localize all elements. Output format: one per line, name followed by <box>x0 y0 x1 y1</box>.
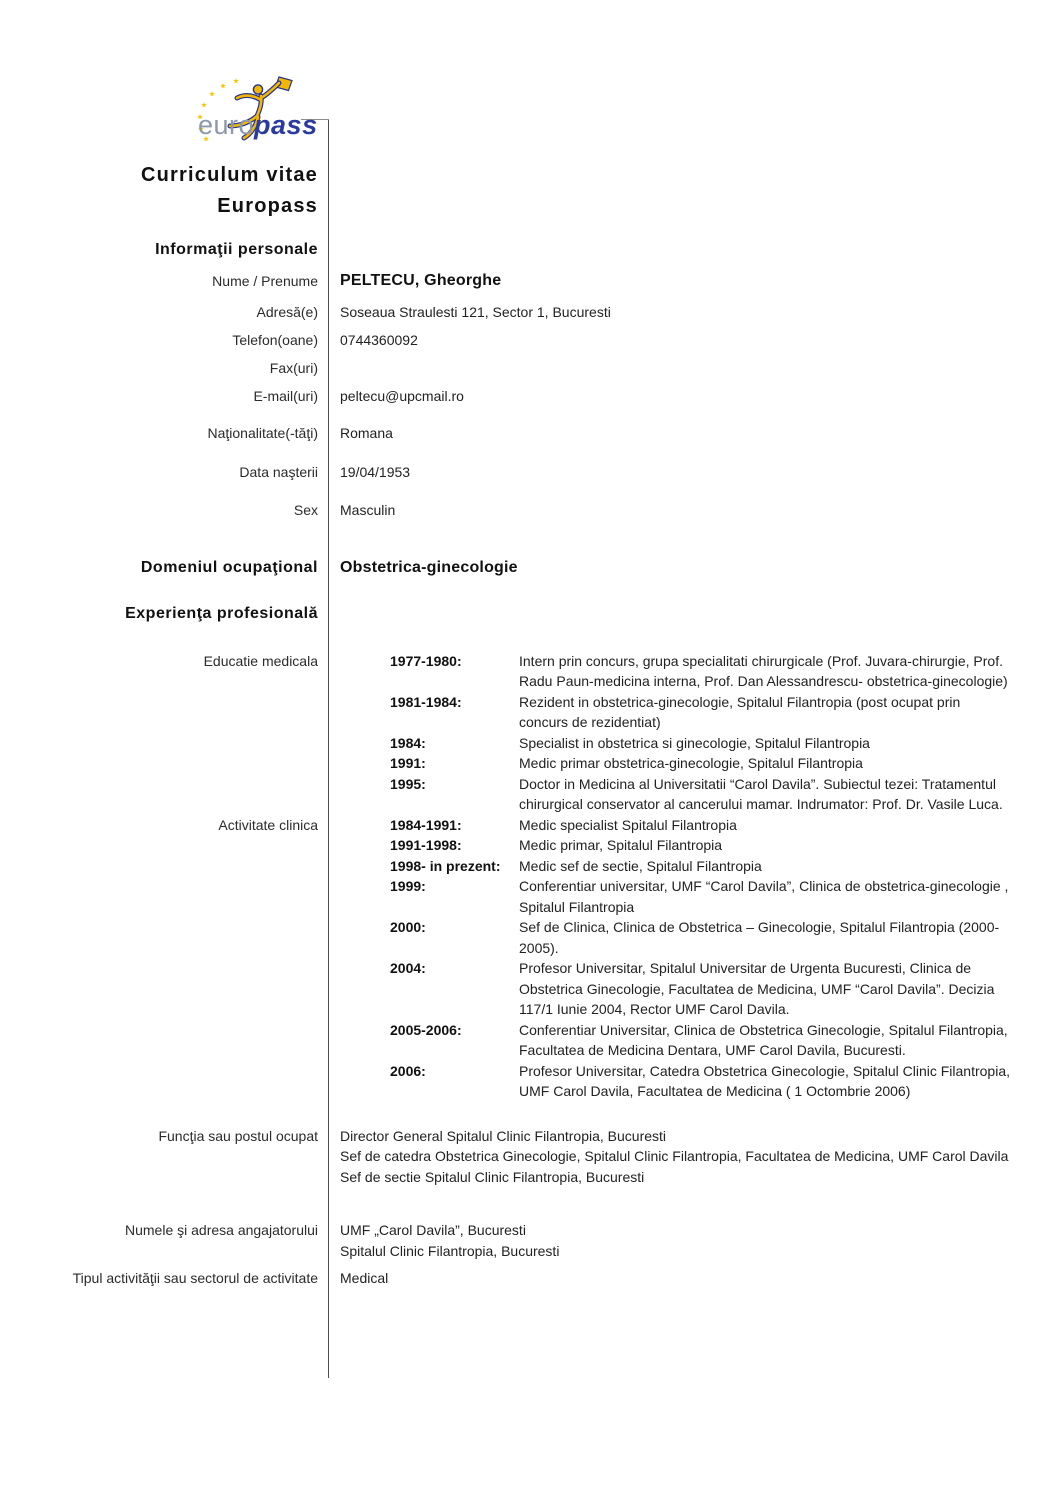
experience-entries <box>328 651 1058 815</box>
activity-type-row <box>0 1268 1058 1289</box>
experience-entry <box>390 753 1058 774</box>
personal-field-value: PELTECU, Gheorghe <box>340 271 502 289</box>
position-row <box>0 1126 1058 1188</box>
experience-text: Profesor Universitar, Spitalul Universitar de Urgenta Bucuresti, Clinica de Obstetrica Ginecologie, Facultatea de Medicina, UMF “Carol Davila”. Decizia 117/1 Iunie 2004, Rector UMF Carol Davila. <box>519 960 995 1017</box>
experience-text: Sef de Clinica, Clinica de Obstetrica – Ginecologie, Spitalul Filantropia (2000-2005). <box>519 919 1000 956</box>
personal-field-label: Adresă(e) <box>256 303 318 320</box>
experience-groups-list <box>0 651 1058 1102</box>
experience-period: 1984-1991: <box>390 816 462 833</box>
experience-entry <box>390 958 1058 1020</box>
experience-heading-row <box>0 604 1058 625</box>
personal-field-row <box>0 386 1058 414</box>
experience-text: Medic sef de sectie, Spitalul Filantropia <box>519 857 762 874</box>
personal-field-row <box>0 271 1058 299</box>
personal-field-row <box>0 423 1058 451</box>
experience-entry <box>390 856 1058 877</box>
experience-entry <box>390 733 1058 754</box>
employer-row <box>0 1220 1058 1261</box>
experience-entry <box>390 1020 1058 1061</box>
personal-field-label: Sex <box>293 501 318 518</box>
personal-field-label: Data naşterii <box>239 463 318 480</box>
experience-group <box>0 815 1058 1102</box>
position-line: Sef de sectie Spitalul Clinic Filantropia, Bucuresti <box>340 1168 645 1185</box>
experience-entry <box>390 651 1058 692</box>
personal-field-row <box>0 358 1058 386</box>
experience-text: Profesor Universitar, Catedra Obstetrica Ginecologie, Spitalul Clinic Filantropia, UMF Carol Davila, Facultatea de Medicina ( 1 Octombrie 2006) <box>519 1062 1010 1099</box>
experience-entry <box>390 917 1058 958</box>
employer-label: Numele şi adresa angajatorului <box>125 1222 318 1238</box>
section-occupational-domain: Domeniul ocupaţional <box>140 558 318 576</box>
personal-field-row <box>0 500 1058 528</box>
section-experience: Experienţa profesională <box>125 605 318 622</box>
personal-field-label: Fax(uri) <box>269 359 318 376</box>
occupational-domain-value: Obstetrica-ginecologie <box>340 558 518 576</box>
position-label: Funcţia sau postul ocupat <box>158 1127 318 1144</box>
logo-pass-text: pass <box>254 110 318 140</box>
personal-field-value: Masculin <box>340 501 396 518</box>
personal-field-value: peltecu@upcmail.ro <box>340 387 464 404</box>
experience-period: 2004: <box>390 960 426 976</box>
cv-content <box>0 160 1058 1289</box>
experience-text: Medic primar, Spitalul Filantropia <box>519 837 723 853</box>
experience-period: 1981-1984: <box>390 693 462 710</box>
experience-group-label: Activitate clinica <box>218 816 318 833</box>
personal-info-heading-row <box>0 240 1058 261</box>
experience-period: 2000: <box>390 919 426 935</box>
personal-field-label: Nume / Prenume <box>212 272 318 289</box>
experience-text: Specialist in obstetrica si ginecologie, Spitalul Filantropia <box>519 734 870 751</box>
experience-period: 2006: <box>390 1062 426 1079</box>
employer-line: UMF „Carol Davila”, Bucuresti <box>340 1222 526 1238</box>
experience-entry <box>390 815 1058 836</box>
section-personal-info: Informaţii personale <box>155 241 318 258</box>
activity-type-label: Tipul activităţii sau sectorul de activitate <box>72 1270 318 1286</box>
title-row <box>0 160 1058 222</box>
experience-text: Medic primar obstetrica-ginecologie, Spitalul Filantropia <box>519 755 863 771</box>
personal-field-row <box>0 462 1058 490</box>
europass-logo <box>184 74 316 146</box>
position-line: Sef de catedra Obstetrica Ginecologie, Spitalul Clinic Filantropia, Facultatea de Medicina, UMF Carol Davila <box>340 1148 1009 1164</box>
personal-fields-list <box>0 271 1058 528</box>
experience-text: Intern prin concurs, grupa specialitati chirurgicale (Prof. Juvara-chirurgie, Prof. Radu Paun-medicina interna, Prof. Dan Alessandrescu- obstetrica-ginecologie) <box>519 652 1008 689</box>
experience-period: 2005-2006: <box>390 1021 462 1038</box>
experience-period: 1999: <box>390 878 426 894</box>
personal-field-label: E-mail(uri) <box>253 387 318 404</box>
experience-group <box>0 651 1058 815</box>
experience-period: 1991: <box>390 755 426 771</box>
document-title-line2: Europass <box>217 195 318 217</box>
personal-field-row <box>0 302 1058 330</box>
experience-entry <box>390 692 1058 733</box>
experience-text: Rezident in obstetrica-ginecologie, Spitalul Filantropia (post ocupat prin concurs de rezidentiat) <box>519 693 961 730</box>
personal-field-row <box>0 330 1058 358</box>
experience-period: 1998- in prezent: <box>390 857 501 874</box>
employer-value <box>328 1220 1058 1261</box>
personal-field-value: Soseaua Straulesti 121, Sector 1, Bucuresti <box>340 303 611 320</box>
employer-line: Spitalul Clinic Filantropia, Bucuresti <box>340 1242 560 1259</box>
personal-field-value: 0744360092 <box>340 331 418 348</box>
personal-field-label: Telefon(oane) <box>232 331 318 348</box>
experience-text: Medic specialist Spitalul Filantropia <box>519 816 737 833</box>
personal-field-value: 19/04/1953 <box>340 463 411 480</box>
experience-period: 1991-1998: <box>390 837 462 853</box>
experience-entry <box>390 774 1058 815</box>
logo-euro-text: euro <box>198 110 255 140</box>
experience-text: Conferentiar Universitar, Clinica de Obstetrica Ginecologie, Spitalul Filantropia, Facultatea de Medicina Dentara, UMF Carol Davila, Bucuresti. <box>519 1021 1008 1058</box>
experience-entry <box>390 1061 1058 1102</box>
position-line: Director General Spitalul Clinic Filantropia, Bucuresti <box>340 1127 667 1144</box>
document-title-line1: Curriculum vitae <box>140 164 318 186</box>
personal-field-value: Romana <box>340 424 393 441</box>
experience-period: 1977-1980: <box>390 652 462 669</box>
experience-period: 1984: <box>390 734 426 751</box>
experience-entry <box>390 835 1058 856</box>
occupational-domain-row <box>0 558 1058 579</box>
experience-period: 1995: <box>390 775 426 792</box>
experience-entry <box>390 876 1058 917</box>
document-title <box>0 160 318 222</box>
activity-type-value: Medical <box>340 1270 389 1286</box>
experience-text: Doctor in Medicina al Universitatii “Carol Davila”. Subiectul tezei: Tratamentul chirurgical conservator al cancerului mamar. Indrumator: Prof. Dr. Vasile Luca. <box>519 775 1003 812</box>
europass-wordmark <box>198 112 318 139</box>
experience-group-label: Educatie medicala <box>203 652 318 669</box>
personal-field-label: Naţionalitate(-tăţi) <box>207 424 318 441</box>
experience-text: Conferentiar universitar, UMF “Carol Davila”, Clinica de obstetrica-ginecologie , Spitalul Filantropia <box>519 878 1009 915</box>
position-value <box>328 1126 1058 1188</box>
experience-entries <box>328 815 1058 1102</box>
